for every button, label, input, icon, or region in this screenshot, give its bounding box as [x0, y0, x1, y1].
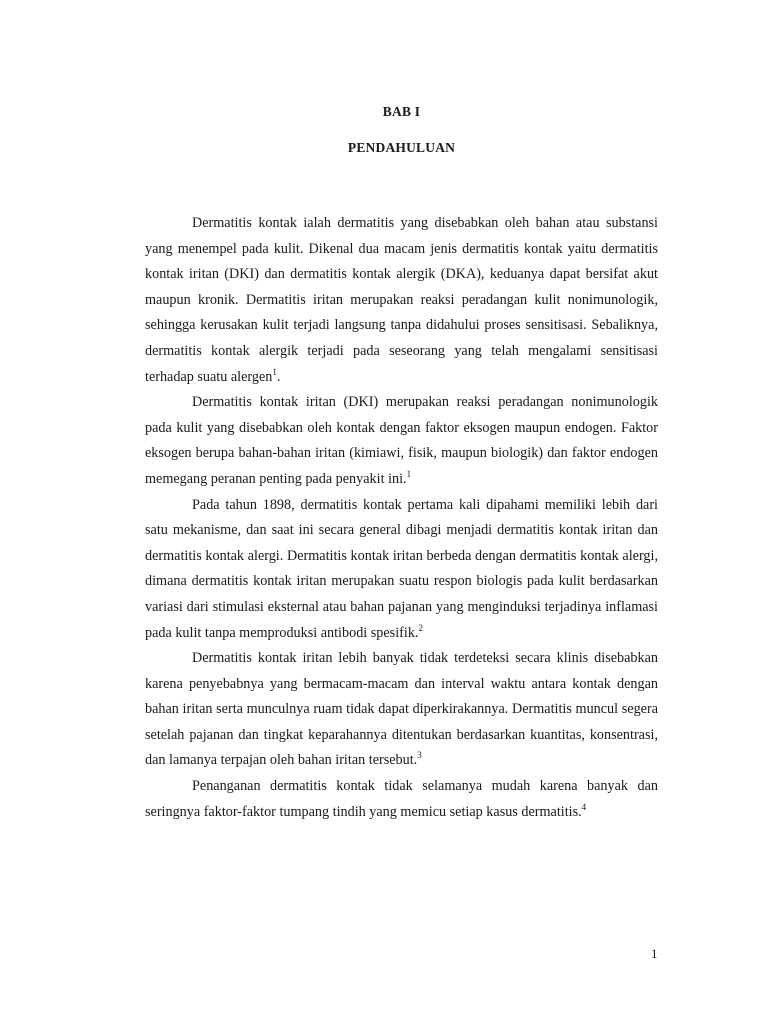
footnote-ref: 1: [406, 468, 412, 479]
paragraph-4: [145, 646, 658, 774]
chapter-title: PENDAHULUAN: [347, 140, 456, 155]
footnote-ref: 4: [581, 801, 587, 812]
paragraph-tail: .: [276, 368, 281, 385]
paragraph-text: Dermatitis kontak iritan (DKI) merupakan reaksi peradangan nonimunologik pada kulit yang disebabkan oleh kontak dengan faktor eksogen maupun endogen. Faktor eksogen berupa bahan-bahan iritan (kimiawi, fisik, maupun biologik) dan faktor endogen memegang peranan penting pada penyakit ini.: [145, 394, 658, 487]
footnote-ref: 2: [418, 622, 423, 633]
footnote-ref: 3: [417, 750, 422, 761]
paragraph-5: [145, 774, 658, 825]
paragraph-2: [145, 390, 658, 492]
footnote-ref: 1: [272, 366, 277, 377]
body-text: [145, 211, 658, 825]
paragraph-text: Penanganan dermatitis kontak tidak selamanya mudah karena banyak dan seringnya faktor-faktor tumpang tindih yang memicu setiap kasus dermatitis.: [145, 778, 658, 820]
paragraph-text: Pada tahun 1898, dermatitis kontak pertama kali dipahami memiliki lebih dari satu mekanisme, dan saat ini secara general dibagi menjadi dermatitis kontak iritan dan dermatitis kontak alergi. Dermatitis kontak iritan berbeda dengan dermatitis kontak alergi, dimana dermatitis kontak iritan merupakan suatu respon biologis pada kulit berdasarkan variasi dari stimulasi eksternal atau bahan pajanan yang menginduksi terjadinya inflamasi pada kulit tanpa memproduksi antibodi spesifik.: [145, 496, 658, 641]
page-number: 1: [651, 946, 658, 961]
chapter-number: BAB I: [382, 104, 421, 119]
paragraph-text: Dermatitis kontak iritan lebih banyak tidak terdeteksi secara klinis disebabkan karena penyebabnya yang bermacam-macam dan interval waktu antara kontak dengan bahan iritan serta munculnya ruam tidak dapat diperkirakannya. Dermatitis muncul segera setelah pajanan dan tingkat keparahannya ditentukan berdasarkan kuantitas, konsentrasi, dan lamanya terpajan oleh bahan iritan tersebut.: [145, 650, 658, 769]
paragraph-1: [145, 211, 658, 390]
paragraph-3: [145, 493, 658, 647]
paragraph-text: Dermatitis kontak ialah dermatitis yang disebabkan oleh bahan atau substansi yang menempel pada kulit. Dikenal dua macam jenis dermatitis kontak yaitu dermatitis kontak iritan (DKI) dan dermatitis kontak alergik (DKA), keduanya dapat bersifat akut maupun kronik. Dermatitis iritan merupakan reaksi peradangan kulit nonimunologik, sehingga kerusakan kulit terjadi langsung tanpa didahului proses sensitisasi. Sebaliknya, dermatitis kontak alergik terjadi pada seseorang yang telah mengalami sensitisasi terhadap suatu alergen: [145, 215, 658, 385]
